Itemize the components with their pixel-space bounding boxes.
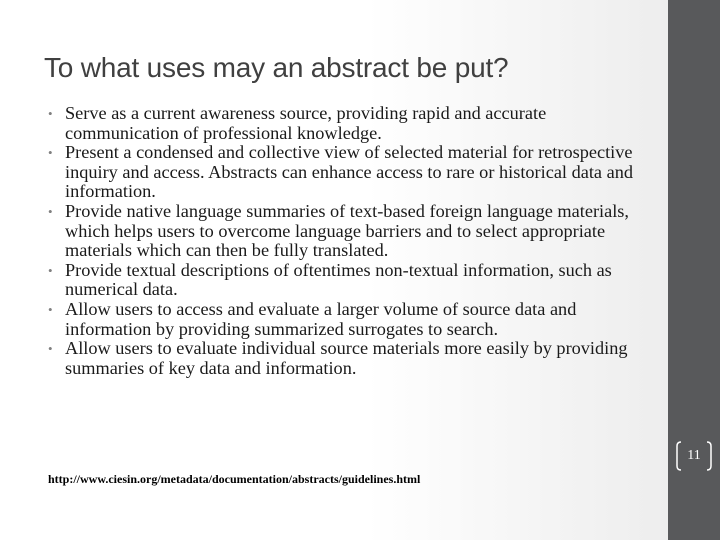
bullet-icon: • [48, 145, 53, 161]
bullet-list [48, 104, 648, 378]
bullet-item [48, 300, 648, 339]
slide-title: To what uses may an abstract be put? [44, 52, 509, 83]
bullet-item [48, 104, 648, 143]
bullet-icon: • [48, 106, 53, 121]
page-number-badge [668, 436, 720, 476]
page-number: 11 [687, 448, 701, 463]
bullet-icon: • [48, 301, 53, 317]
bullet-text: Provide textual descriptions of oftentimes non-textual information, such as numerical data. [65, 259, 612, 300]
bullet-icon: • [48, 341, 53, 357]
bullet-item [48, 261, 648, 300]
bullet-item [48, 339, 648, 378]
bullet-icon: • [48, 262, 53, 278]
bullet-text: Present a condensed and collective view of selected material for retrospective inquiry and access. Abstracts can enhance access to rare or historical data and information. [65, 142, 633, 202]
bullet-icon: • [48, 203, 53, 219]
bullet-text: Provide native language summaries of text-based foreign language materials, which helps users to overcome language barriers and to select appropriate materials which can then be fully translated. [65, 200, 629, 261]
source-link[interactable]: http://www.ciesin.org/metadata/documentation/abstracts/guidelines.html [48, 472, 421, 486]
bullet-text: Allow users to evaluate individual source materials more easily by providing summaries of key data and information. [65, 338, 628, 378]
bullet-text: Serve as a current awareness source, providing rapid and accurate communication of professional knowledge. [65, 103, 547, 143]
bullet-item [48, 202, 648, 261]
bullet-text: Allow users to access and evaluate a larger volume of source data and information by providing summarized surrogates to search. [65, 298, 577, 339]
bullet-item [48, 143, 648, 202]
